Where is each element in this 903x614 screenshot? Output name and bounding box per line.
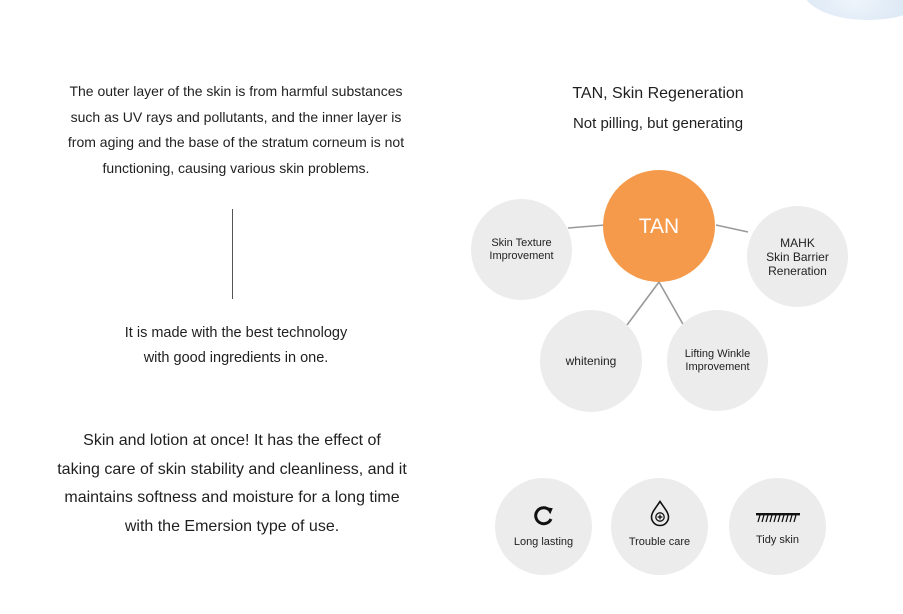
intro-line: from aging and the base of the stratum corneum is not [67,134,405,150]
node-label: Skin Barrier [766,249,829,264]
feature-trouble-care [611,478,708,575]
section-subtitle: Not pilling, but generating [572,115,744,132]
comb-icon [729,512,826,524]
feature-label: Tidy skin [756,534,799,546]
connector-whitening [627,282,659,325]
refresh-icon [495,504,592,528]
droplet-plus-icon [611,500,708,527]
feature-tidy-skin [729,478,826,575]
lifting-wrinkle-node [667,310,768,411]
node-label: whitening [565,353,617,368]
whitening-node [540,310,642,412]
connector-lifting [659,282,684,326]
skin-texture-node [471,199,572,300]
feature-long-lasting [495,478,592,575]
intro-line: The outer layer of the skin is from harmful substances [69,83,403,99]
effect-line: taking care of skin stability and cleanliness, and it [57,460,407,478]
node-label: Improvement [685,360,750,373]
feature-label: Long lasting [513,536,574,548]
section-title: TAN, Skin Regeneration [572,85,744,102]
feature-label: Trouble care [628,536,691,548]
node-label: Lifting Winkle [684,347,751,360]
node-label: MAHK [780,235,815,250]
effect-line: Skin and lotion at once! It has the effect of [83,432,381,449]
effect-line: maintains softness and moisture for a long time [64,489,400,506]
intro-line: such as UV rays and pollutants, and the inner layer is [70,108,402,125]
center-label: TAN [638,214,680,238]
effect-line: with the Emersion type of use. [124,517,340,535]
node-label: Skin Texture [491,236,552,249]
technology-line: It is made with the best technology [124,325,348,341]
mahk-barrier-node [747,206,848,307]
tan-center-node [603,170,715,282]
node-label: Reneration [768,263,827,278]
connector-mahk [716,225,748,232]
node-label: Improvement [489,249,554,262]
intro-line: functioning, causing various skin problems. [102,159,370,176]
technology-line: with good ingredients in one. [143,350,329,366]
connector-texture [568,225,605,228]
